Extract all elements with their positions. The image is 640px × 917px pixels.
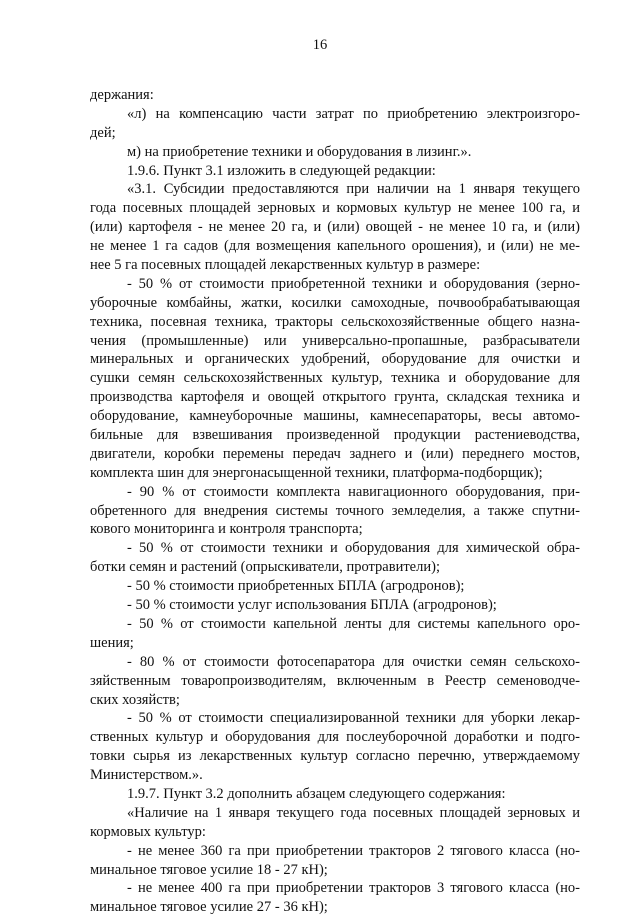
text-line: минальное тяговое усилие 18 - 27 кН); [90,861,328,878]
document-body [90,86,580,917]
text-line: бильные для взвешивания произведенной продукции растениеводства, [90,427,580,444]
text-line: кормовых культур: [90,823,206,840]
text-line: кового мониторинга и контроля транспорта; [90,521,363,538]
text-line: - 50 % от стоимости техники и оборудования для химической обра- [127,540,580,557]
text-line: оборудование, камнеуборочные машины, камнесепараторы, весы автомо- [90,408,580,425]
text-line: шения; [90,634,134,651]
text-line: м) на приобретение техники и оборудования в лизинг.». [127,143,472,160]
text-line: минеральных и органических удобрений, оборудование для очистки и [90,351,580,368]
text-line: - 80 % от стоимости фотосепаратора для очистки семян сельскохо- [127,653,580,670]
text-line: товки сырья из лекарственных культур согласно перечню, утверждаемому [90,748,580,765]
text-line: - 50 % от стоимости капельной ленты для системы капельного оро- [127,615,580,632]
text-line: уборочные комбайны, жатки, косилки самоходные, почвообрабатывающая [90,294,580,311]
text-line: «Наличие на 1 января текущего года посевных площадей зерновых и [127,804,580,821]
text-line: дей; [90,124,116,141]
text-line: 1.9.6. Пункт 3.1 изложить в следующей редакции: [127,162,436,179]
text-line: обретенного для внедрения системы точного земледелия, а также спутни- [90,502,580,519]
text-line: - не менее 400 га при приобретении тракторов 3 тягового класса (но- [127,880,580,897]
text-line: двигатели, коробки перемены передач заднего и (или) переднего мостов, [90,445,580,462]
text-line: ботки семян и растений (опрыскиватели, протравители); [90,559,440,576]
text-line: сушки семян сельскохозяйственных культур, техника и оборудование для [90,370,580,387]
text-line: - не менее 360 га при приобретении тракторов 2 тягового класса (но- [127,842,580,859]
text-line: ских хозяйств; [90,691,180,708]
text-line: - 50 % стоимости приобретенных БПЛА (агродронов); [127,578,465,595]
text-line: производства картофеля и овощей открытого грунта, складская техника и [90,389,580,406]
text-line: нее 5 га посевных площадей лекарственных культур в размере: [90,257,481,274]
text-line: «л) на компенсацию части затрат по приобретению электроизгоро- [127,105,580,122]
text-line: (или) картофеля - не менее 20 га, и (или) овощей - не менее 10 га, и (или) [90,219,580,236]
text-line: - 50 % от стоимости специализированной техники для уборки лекар- [127,710,580,727]
text-line: минальное тяговое усилие 27 - 36 кН); [90,899,328,916]
text-line: комплекта шин для энергонасыщенной техники, платформа-подборщик); [90,464,543,481]
text-line: не менее 1 га садов (для возмещения капельного орошения), и (или) не ме- [90,238,580,255]
page-number: 16 [312,37,328,53]
text-line: 1.9.7. Пункт 3.2 дополнить абзацем следующего содержания: [127,785,506,802]
text-line: держания: [90,87,154,103]
text-line: - 90 % от стоимости комплекта навигационного оборудования, при- [127,483,580,500]
text-line: - 50 % стоимости услуг использования БПЛА (агродронов); [127,597,497,614]
text-line: техника, посевная техника, тракторы сельскохозяйственные общего назна- [90,313,580,330]
text-line: года посевных площадей зерновых и кормовых культур не менее 100 га, и [90,200,580,217]
text-line: ственных культур и оборудования для послеуборочной доработки и подго- [90,729,580,746]
text-line: зяйственным товаропроизводителям, включенным в Реестр семеноводче- [90,672,580,689]
text-line: Министерством.». [90,767,203,784]
text-line: - 50 % от стоимости приобретенной техники и оборудования (зерно- [127,275,580,292]
text-line: чения (промышленные) или универсально-пропашные, разбрасыватели [90,332,580,349]
text-line: «3.1. Субсидии предоставляются при наличии на 1 января текущего [127,181,580,198]
